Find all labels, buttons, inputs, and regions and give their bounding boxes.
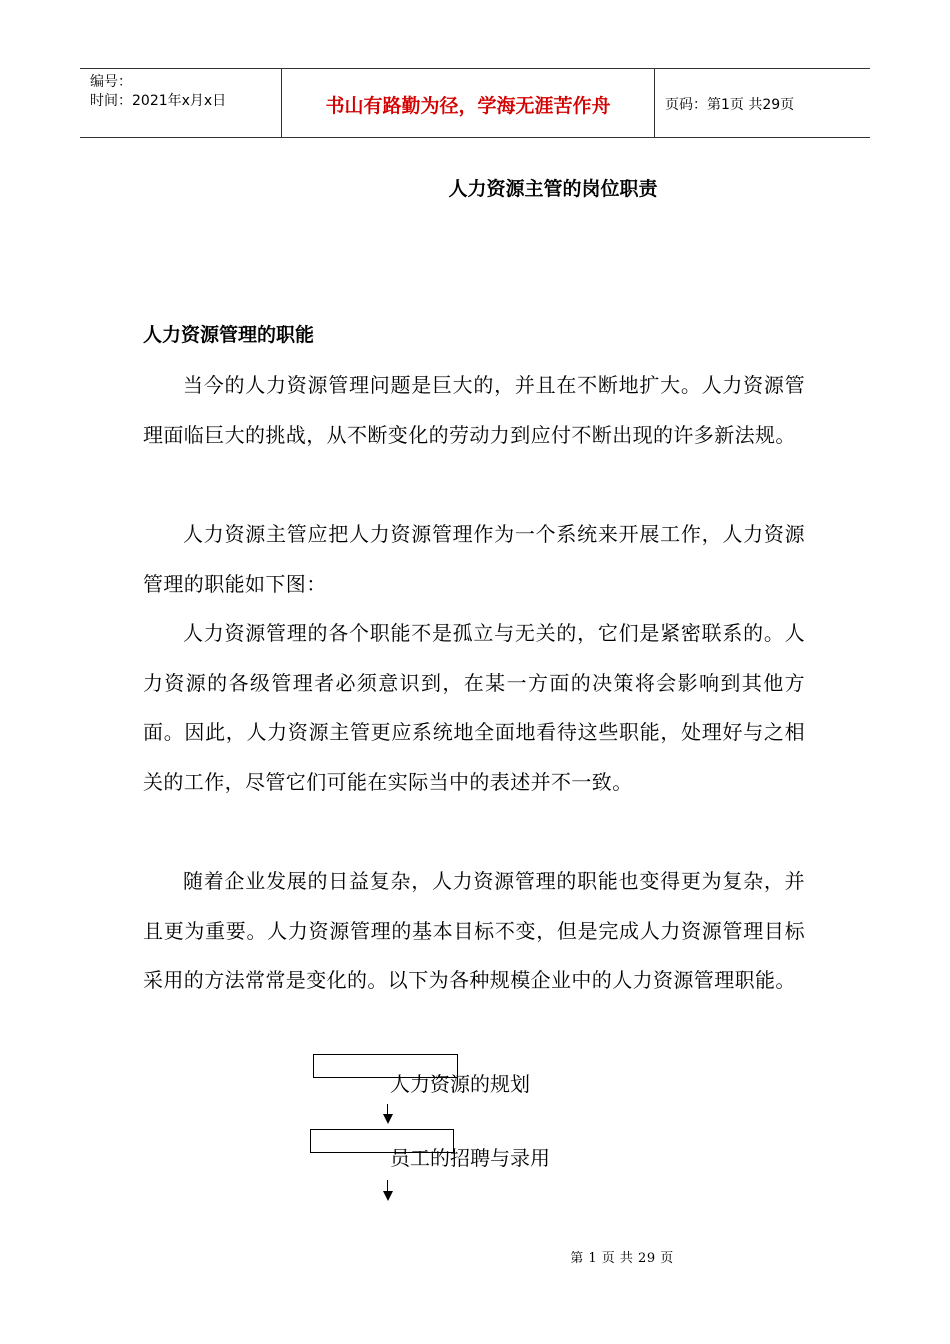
page-footer: 第 1 页 共 29 页 [570, 1251, 674, 1266]
header-motto-cell [282, 69, 655, 137]
header-meta-cell [80, 69, 282, 137]
header-page-cell [655, 69, 870, 137]
paragraph-3: 人力资源管理的各个职能不是孤立与无关的，它们是紧密联系的。人力资源的各级管理者必须意识到，在某一方面的决策将会影响到其他方面。因此，人力资源主管更应系统地全面地看待这些职能，处理好与之相关的工作，尽管它们可能在实际当中的表述并不一致。 [143, 621, 805, 795]
number-label: 编号： [90, 74, 132, 90]
paragraph-2: 人力资源主管应把人力资源管理作为一个系统来开展工作，人力资源管理的职能如下图： [143, 522, 805, 596]
time-label: 时间：2021年x月x日 [90, 93, 227, 109]
motto: 书山有路勤为径，学海无涯苦作舟 [325, 95, 611, 117]
document-title: 人力资源主管的岗位职责 [448, 178, 658, 200]
paragraph-4: 随着企业发展的日益复杂，人力资源管理的职能也变得更为复杂，并且更为重要。人力资源管理的基本目标不变，但是完成人力资源管理目标采用的方法常常是变化的。以下为各种规模企业中的人力资源管理职能。 [143, 869, 805, 993]
page-code: 页码：第1页 共29页 [665, 97, 795, 113]
paragraph-1: 当今的人力资源管理问题是巨大的，并且在不断地扩大。人力资源管理面临巨大的挑战，从不断变化的劳动力到应付不断出现的许多新法规。 [143, 373, 805, 447]
flow-step-2: 员工的招聘与录用 [390, 1146, 550, 1170]
section-title: 人力资源管理的职能 [143, 324, 315, 346]
flow-connector-2 [387, 1180, 388, 1191]
flow-step-1: 人力资源的规划 [390, 1072, 530, 1096]
document-header [80, 68, 870, 138]
arrow-down-icon [383, 1191, 393, 1201]
flow-connector-1 [387, 1104, 388, 1114]
arrow-down-icon [383, 1114, 393, 1124]
